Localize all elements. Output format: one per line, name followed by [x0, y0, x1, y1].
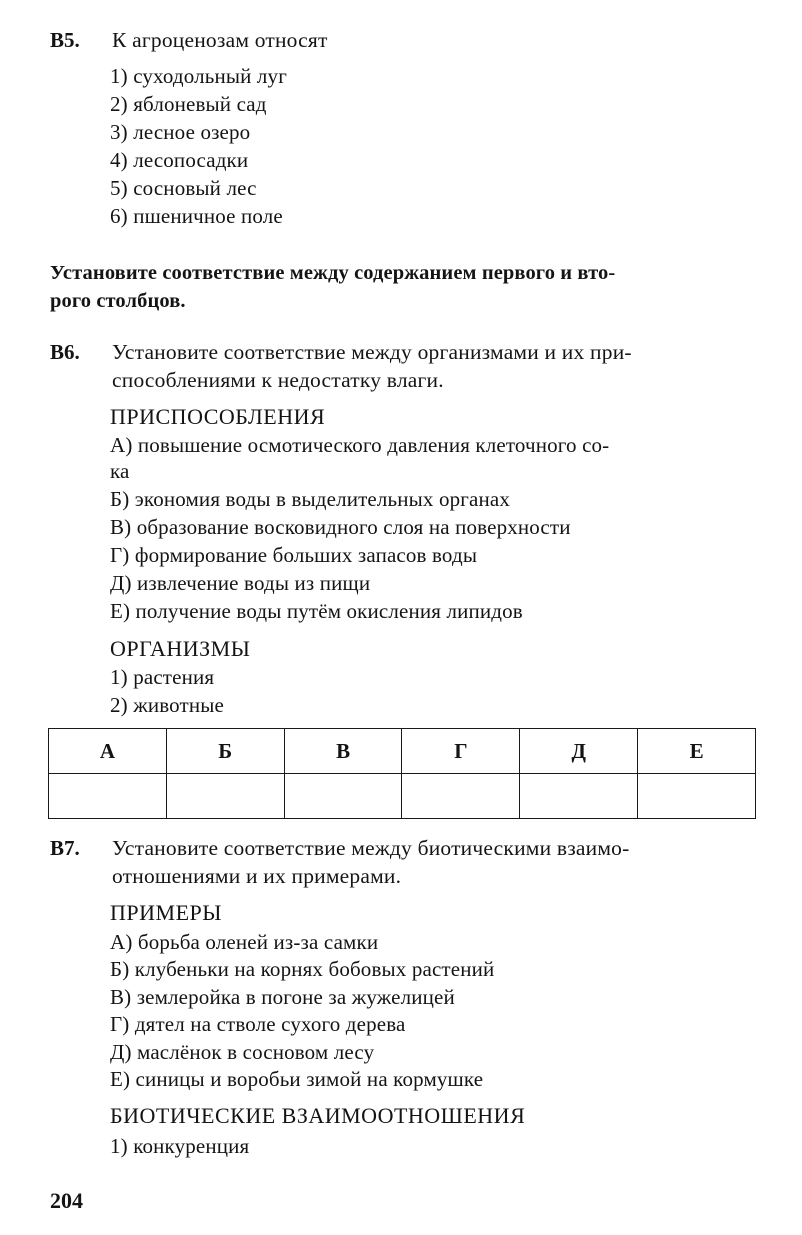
answer-table-header-row: [49, 729, 756, 774]
page-number: 204: [50, 1188, 83, 1213]
answer-table-b6: [48, 728, 756, 819]
question-stem-b7-line1: Установите соответствие между биотическими взаимо-: [112, 836, 630, 860]
answer-table-header-cell: А: [49, 729, 167, 774]
question-stem-b6-line2: способлениями к недостатку влаги.: [112, 368, 444, 392]
question-number-b6: B6.: [50, 340, 80, 364]
answer-table-header-cell: Б: [166, 729, 284, 774]
b6-item: В) образование восковидного слоя на поверхности: [110, 515, 571, 539]
b7-item: Б) клубеньки на корнях бобовых растений: [110, 957, 495, 981]
answer-table-answer-row: [49, 774, 756, 819]
b5-option: 4) лесопосадки: [110, 148, 249, 172]
answer-cell[interactable]: [166, 774, 284, 819]
b6-item-continuation: ка: [110, 459, 130, 483]
b7-item: Г) дятел на стволе сухого дерева: [110, 1012, 406, 1036]
answer-cell[interactable]: [284, 774, 402, 819]
b7-relation: 1) конкуренция: [110, 1134, 250, 1158]
b6-organism: 1) растения: [110, 665, 215, 689]
b5-option: 5) сосновый лес: [110, 176, 257, 200]
b7-item: Д) маслёнок в сосновом лесу: [110, 1040, 375, 1064]
b6-item: А) повышение осмотического давления клеточного со-: [110, 433, 610, 457]
b7-item: В) землеройка в погоне за жужелицей: [110, 985, 455, 1009]
b7-item: А) борьба оленей из-за самки: [110, 930, 379, 954]
b6-organism: 2) животные: [110, 693, 224, 717]
question-stem-b5: К агроценозам относят: [112, 28, 328, 52]
answer-table-header-cell: Е: [638, 729, 756, 774]
answer-cell[interactable]: [49, 774, 167, 819]
answer-cell[interactable]: [402, 774, 520, 819]
b5-option: 6) пшеничное поле: [110, 204, 283, 228]
b7-item: Е) синицы и воробьи зимой на кормушке: [110, 1067, 484, 1091]
column-heading-biotic-relations: БИОТИЧЕСКИЕ ВЗАИМООТНОШЕНИЯ: [110, 1103, 526, 1128]
section-instruction-line1: Установите соответствие между содержанием первого и вто-: [50, 262, 616, 284]
question-number-b5: B5.: [50, 28, 80, 52]
b5-option: 3) лесное озеро: [110, 120, 251, 144]
question-number-b7: B7.: [50, 836, 80, 860]
column-heading-examples: ПРИМЕРЫ: [110, 900, 222, 925]
answer-table-header-cell: Д: [520, 729, 638, 774]
b6-item: Е) получение воды путём окисления липидов: [110, 599, 523, 623]
b5-option: 1) суходольный луг: [110, 64, 287, 88]
answer-table-header-cell: Г: [402, 729, 520, 774]
answer-table-header-cell: В: [284, 729, 402, 774]
question-stem-b7-line2: отношениями и их примерами.: [112, 864, 402, 888]
question-stem-b6-line1: Установите соответствие между организмами и их при-: [112, 340, 632, 364]
column-heading-organisms: ОРГАНИЗМЫ: [110, 636, 251, 661]
b6-item: Б) экономия воды в выделительных органах: [110, 487, 510, 511]
answer-cell[interactable]: [520, 774, 638, 819]
b6-item: Г) формирование больших запасов воды: [110, 543, 478, 567]
section-instruction-line2: рого столбцов.: [50, 290, 186, 312]
answer-cell[interactable]: [638, 774, 756, 819]
b5-option: 2) яблоневый сад: [110, 92, 267, 116]
column-heading-adaptations: ПРИСПОСОБЛЕНИЯ: [110, 404, 326, 429]
b6-item: Д) извлечение воды из пищи: [110, 571, 371, 595]
